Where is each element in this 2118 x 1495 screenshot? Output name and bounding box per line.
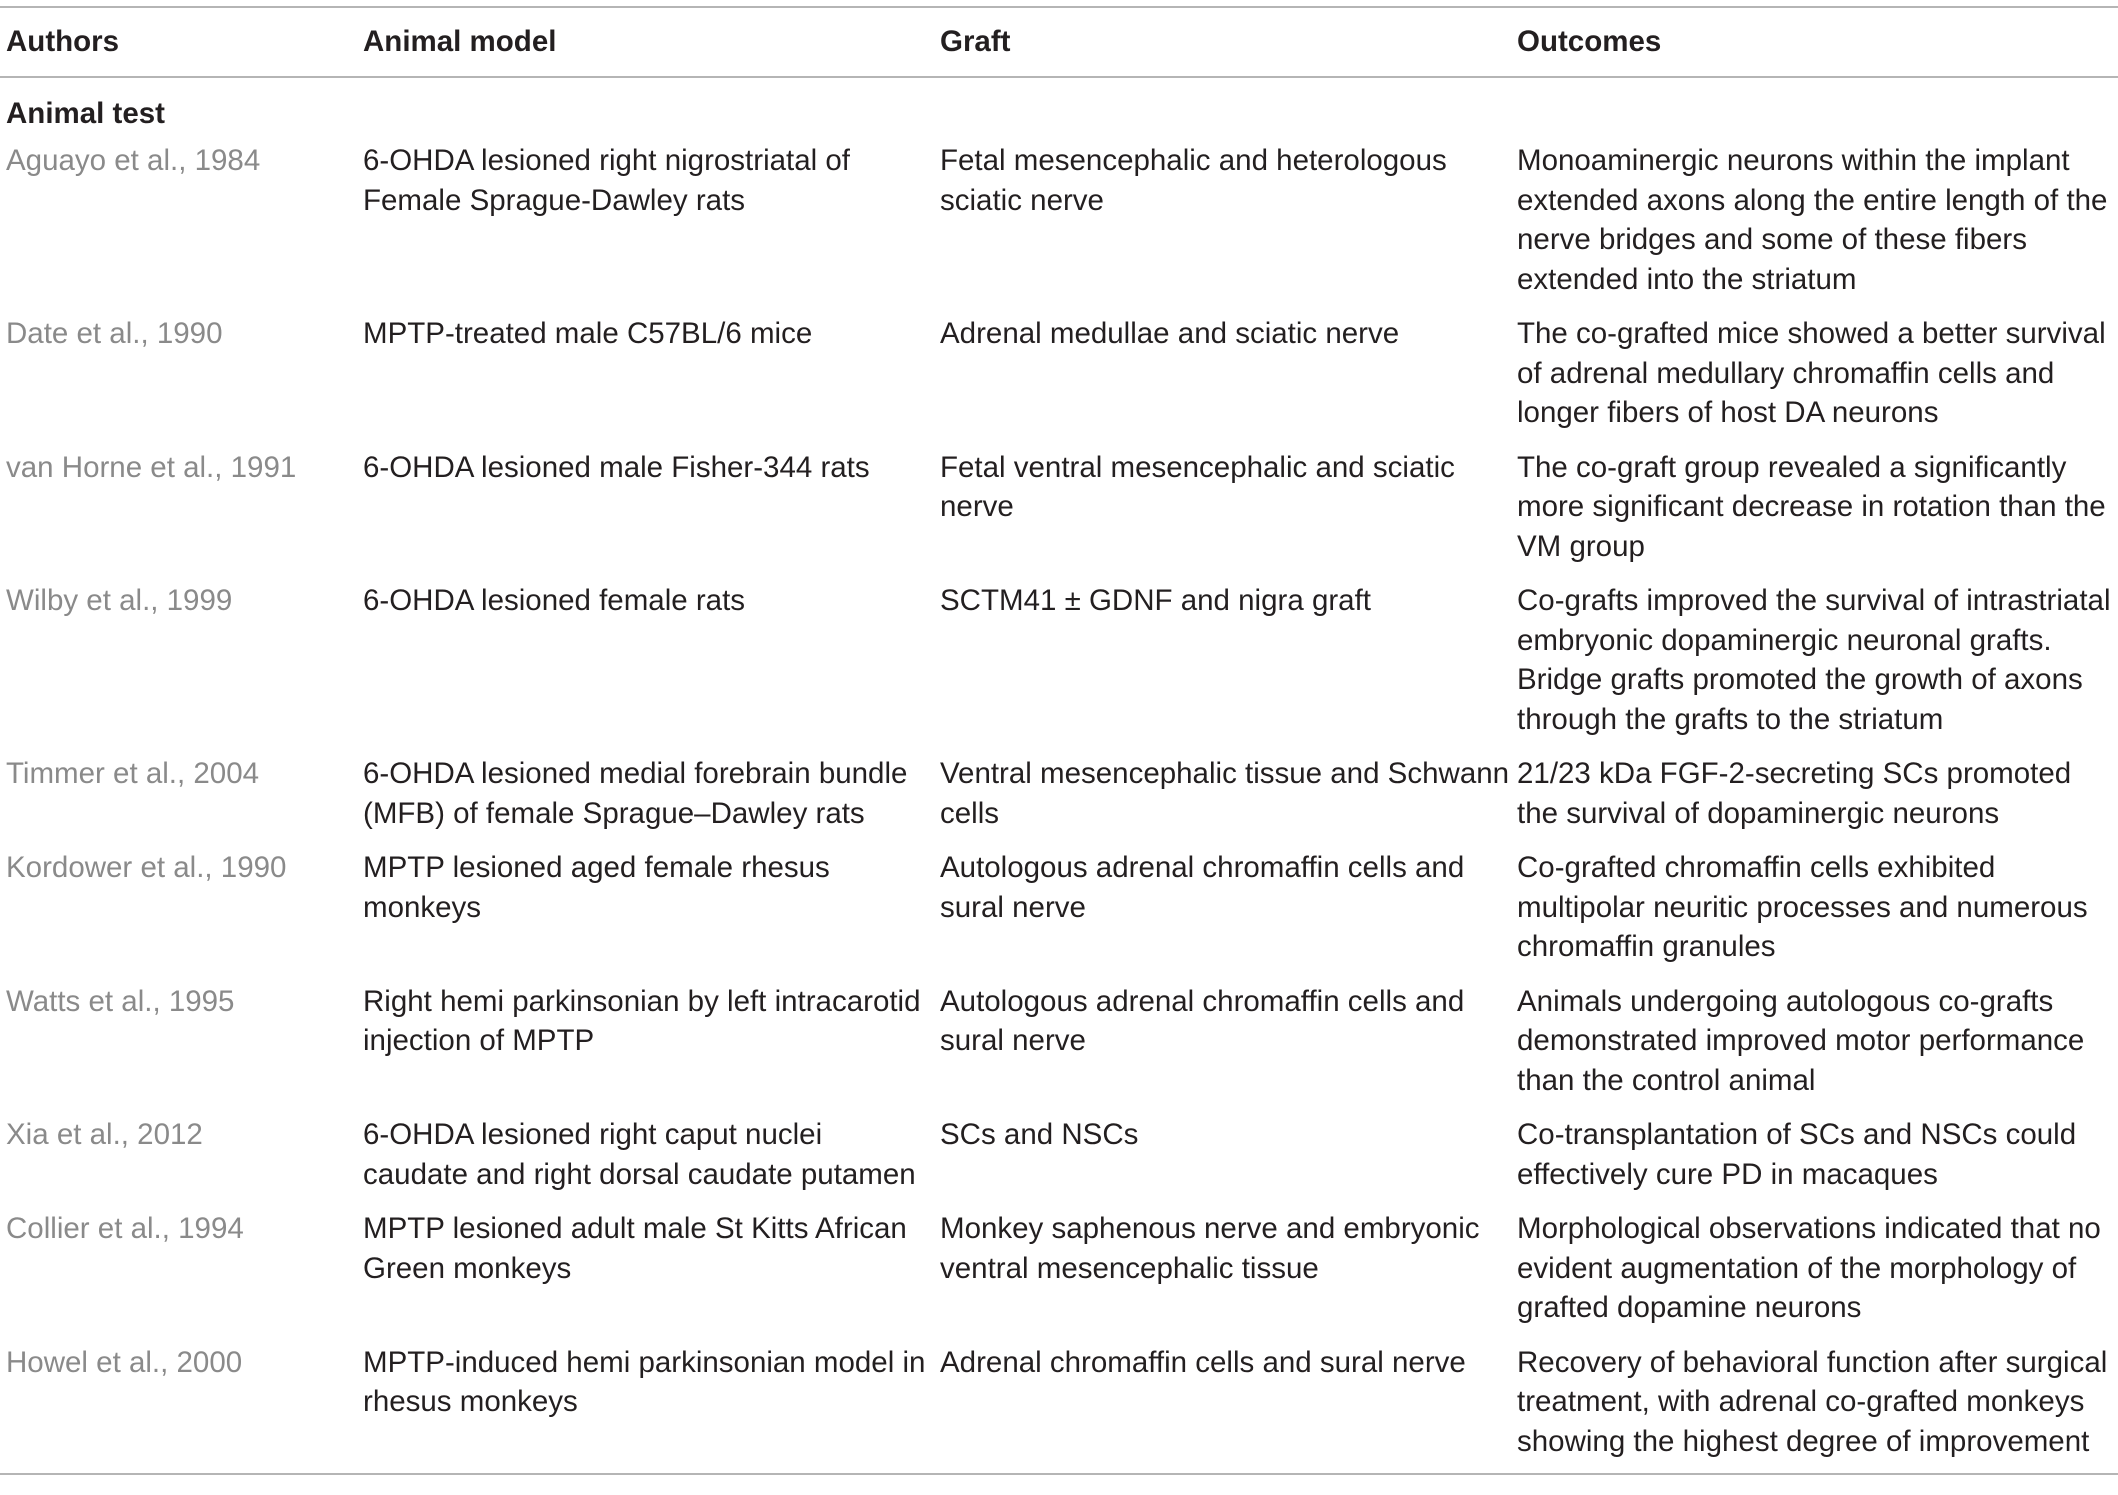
- cell-graft: Autologous adrenal chromaffin cells and sural nerve: [940, 984, 1465, 1057]
- cell-outcomes: Morphological observations indicated that no evident augmentation of the morphology of grafted dopamine neurons: [1517, 1212, 2101, 1324]
- header-animal-model: Animal model: [363, 25, 557, 59]
- cell-outcomes: Monoaminergic neurons within the implant extended axons along the entire length of the nerve bridges and some of these fibers extended into the striatum: [1517, 144, 2108, 296]
- cell-graft: SCs and NSCs: [940, 1118, 1139, 1151]
- cell-outcomes: Co-transplantation of SCs and NSCs could effectively cure PD in macaques: [1517, 1118, 2077, 1191]
- cell-graft: Monkey saphenous nerve and embryonic ventral mesencephalic tissue: [940, 1212, 1480, 1285]
- table-row: [0, 134, 2118, 307]
- cell-graft: Adrenal chromaffin cells and sural nerve: [940, 1345, 1466, 1379]
- table-header: [0, 7, 2118, 77]
- table-row: [0, 975, 2118, 1109]
- cell-authors: Timmer et al., 2004: [6, 757, 260, 790]
- cell-outcomes: Recovery of behavioral function after surgical treatment, with adrenal co-grafted monkeys showing the highest degree of improvement: [1517, 1345, 2108, 1458]
- cell-animal-model: MPTP-induced hemi parkinsonian model in rhesus monkeys: [363, 1345, 926, 1418]
- cell-outcomes: The co-graft group revealed a significantly more significant decrease in rotation than the VM group: [1517, 450, 2106, 563]
- cell-graft: Fetal ventral mesencephalic and sciatic nerve: [940, 450, 1455, 523]
- table-row: [0, 307, 2118, 441]
- cell-outcomes: Co-grafts improved the survival of intrastriatal embryonic dopaminergic neuronal grafts. Bridge grafts promoted the growth of axons through the grafts to the striatum: [1517, 584, 2111, 736]
- table-row: [0, 574, 2118, 747]
- cell-animal-model: 6-OHDA lesioned male Fisher-344 rats: [363, 450, 870, 484]
- table-row: [0, 1108, 2118, 1202]
- table-row: [0, 1336, 2118, 1475]
- table-body: [0, 77, 2118, 1474]
- cell-animal-model: 6-OHDA lesioned female rats: [363, 584, 746, 617]
- cell-outcomes: The co-grafted mice showed a better survival of adrenal medullary chromaffin cells and longer fibers of host DA neurons: [1517, 317, 2106, 429]
- cell-authors: Watts et al., 1995: [6, 984, 235, 1018]
- cell-graft: Autologous adrenal chromaffin cells and sural nerve: [940, 851, 1465, 924]
- cell-graft: SCTM41 ± GDNF and nigra graft: [940, 584, 1371, 617]
- header-authors: Authors: [6, 25, 120, 59]
- table-row: [0, 1202, 2118, 1336]
- cell-outcomes: Co-grafted chromaffin cells exhibited multipolar neuritic processes and numerous chromaffin granules: [1517, 851, 2088, 963]
- cell-animal-model: 6-OHDA lesioned right caput nuclei caudate and right dorsal caudate putamen: [363, 1118, 916, 1191]
- cell-animal-model: Right hemi parkinsonian by left intracarotid injection of MPTP: [363, 984, 921, 1057]
- header-row: [0, 7, 2118, 77]
- header-outcomes: Outcomes: [1517, 25, 1662, 59]
- cell-authors: Aguayo et al., 1984: [6, 144, 261, 177]
- cell-outcomes: 21/23 kDa FGF-2-secreting SCs promoted the survival of dopaminergic neurons: [1517, 757, 2072, 830]
- cell-authors: Kordower et al., 1990: [6, 851, 287, 884]
- header-graft: Graft: [940, 25, 1011, 59]
- table-row: [0, 747, 2118, 841]
- cell-authors: Wilby et al., 1999: [6, 584, 233, 617]
- studies-table: [0, 6, 2118, 1475]
- cell-authors: Howel et al., 2000: [6, 1345, 243, 1379]
- section-label: Animal test: [6, 97, 166, 130]
- cell-animal-model: MPTP-treated male C57BL/6 mice: [363, 317, 813, 350]
- cell-graft: Adrenal medullae and sciatic nerve: [940, 317, 1400, 350]
- cell-authors: van Horne et al., 1991: [6, 450, 297, 484]
- cell-animal-model: 6-OHDA lesioned right nigrostriatal of Female Sprague-Dawley rats: [363, 144, 850, 217]
- cell-animal-model: MPTP lesioned adult male St Kitts African Green monkeys: [363, 1212, 907, 1285]
- cell-authors: Xia et al., 2012: [6, 1118, 203, 1151]
- table-row: [0, 441, 2118, 575]
- cell-graft: Fetal mesencephalic and heterologous sciatic nerve: [940, 144, 1447, 217]
- cell-outcomes: Animals undergoing autologous co-grafts demonstrated improved motor performance than the control animal: [1517, 984, 2085, 1097]
- table-row: [0, 841, 2118, 975]
- cell-animal-model: MPTP lesioned aged female rhesus monkeys: [363, 851, 830, 924]
- cell-graft: Ventral mesencephalic tissue and Schwann cells: [940, 757, 1510, 830]
- cell-authors: Date et al., 1990: [6, 317, 223, 350]
- section-row: [0, 77, 2118, 134]
- cell-animal-model: 6-OHDA lesioned medial forebrain bundle (MFB) of female Sprague–Dawley rats: [363, 757, 908, 830]
- cell-authors: Collier et al., 1994: [6, 1212, 244, 1245]
